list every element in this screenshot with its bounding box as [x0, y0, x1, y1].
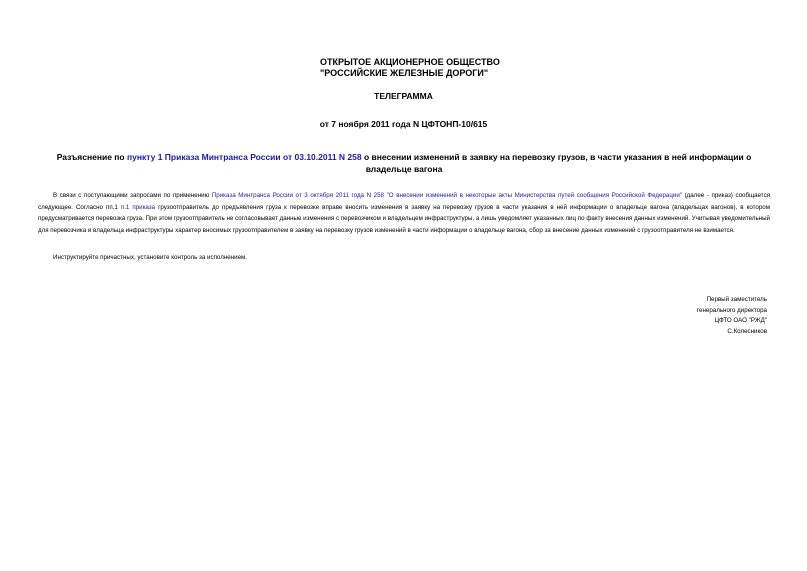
- document-body: [38, 190, 770, 236]
- body-text-a: В связи с поступающими запросами по применению: [53, 192, 212, 199]
- signer-organization: ЦФТО ОАО "РЖД": [714, 317, 767, 324]
- document-type: ТЕЛЕГРАММА: [374, 91, 433, 101]
- subject-prefix: Разъяснение по: [56, 152, 127, 162]
- org-name-line2: "РОССИЙСКИЕ ЖЕЛЕЗНЫЕ ДОРОГИ": [320, 68, 489, 78]
- body-text-b: (далее - приказ) сообщается следующее. Согласно пп.1: [38, 192, 771, 211]
- signer-name: С.Колесников: [727, 327, 767, 335]
- signer-title-line2: генерального директора: [696, 306, 767, 314]
- document-date-number: от 7 ноября 2011 года N ЦФТОНП-10/615: [319, 119, 488, 129]
- organization-header: [320, 57, 500, 79]
- body-text-c: грузоотправитель до предъявления груза к перевозке вправе вносить изменения в заявку на перевозку грузов в части указания в ней информации о владельце вагона (владельцах вагонов), в котором предусматривается перевозка груза. При этом грузоотправитель не согласовывает данные изменения с перевозчиком и владельцем инфраструктуры, а лишь уведомляет указанных лиц по факту внесения данных изменений. Учитывая уведомительный для перевозчика и владельца инфраструктуры характер вносимых грузоотправителем в заявку на перевозку грузов изменений в части информации о владельце вагона, сбор за внесение данных изменений с грузоотправителя не взимается.: [38, 203, 770, 234]
- document-subject: [38, 151, 770, 175]
- order-clause-link[interactable]: п.1 приказа: [120, 203, 156, 211]
- instruction-text: Инструктируйте причастных, установите контроль за исполнением.: [53, 254, 247, 261]
- subject-order-link[interactable]: пункту 1 Приказа Минтранса России от 03.10.2011 N 258: [127, 152, 362, 162]
- subject-suffix: о внесении изменений в заявку на перевозку грузов, в части указания в ней информации о владельце вагона: [361, 152, 752, 174]
- signer-title-line1: Первый заместитель: [706, 296, 767, 303]
- org-name-line1: ОТКРЫТОЕ АКЦИОНЕРНОЕ ОБЩЕСТВО: [320, 57, 500, 67]
- signature-block: [697, 295, 767, 337]
- body-paragraph: [38, 190, 770, 236]
- order-full-title-link[interactable]: Приказа Минтранса России от 3 октября 2011 года N 258 "О внесении изменений в некоторые акты Министерства путей сообщения Российской Федерации": [211, 192, 683, 199]
